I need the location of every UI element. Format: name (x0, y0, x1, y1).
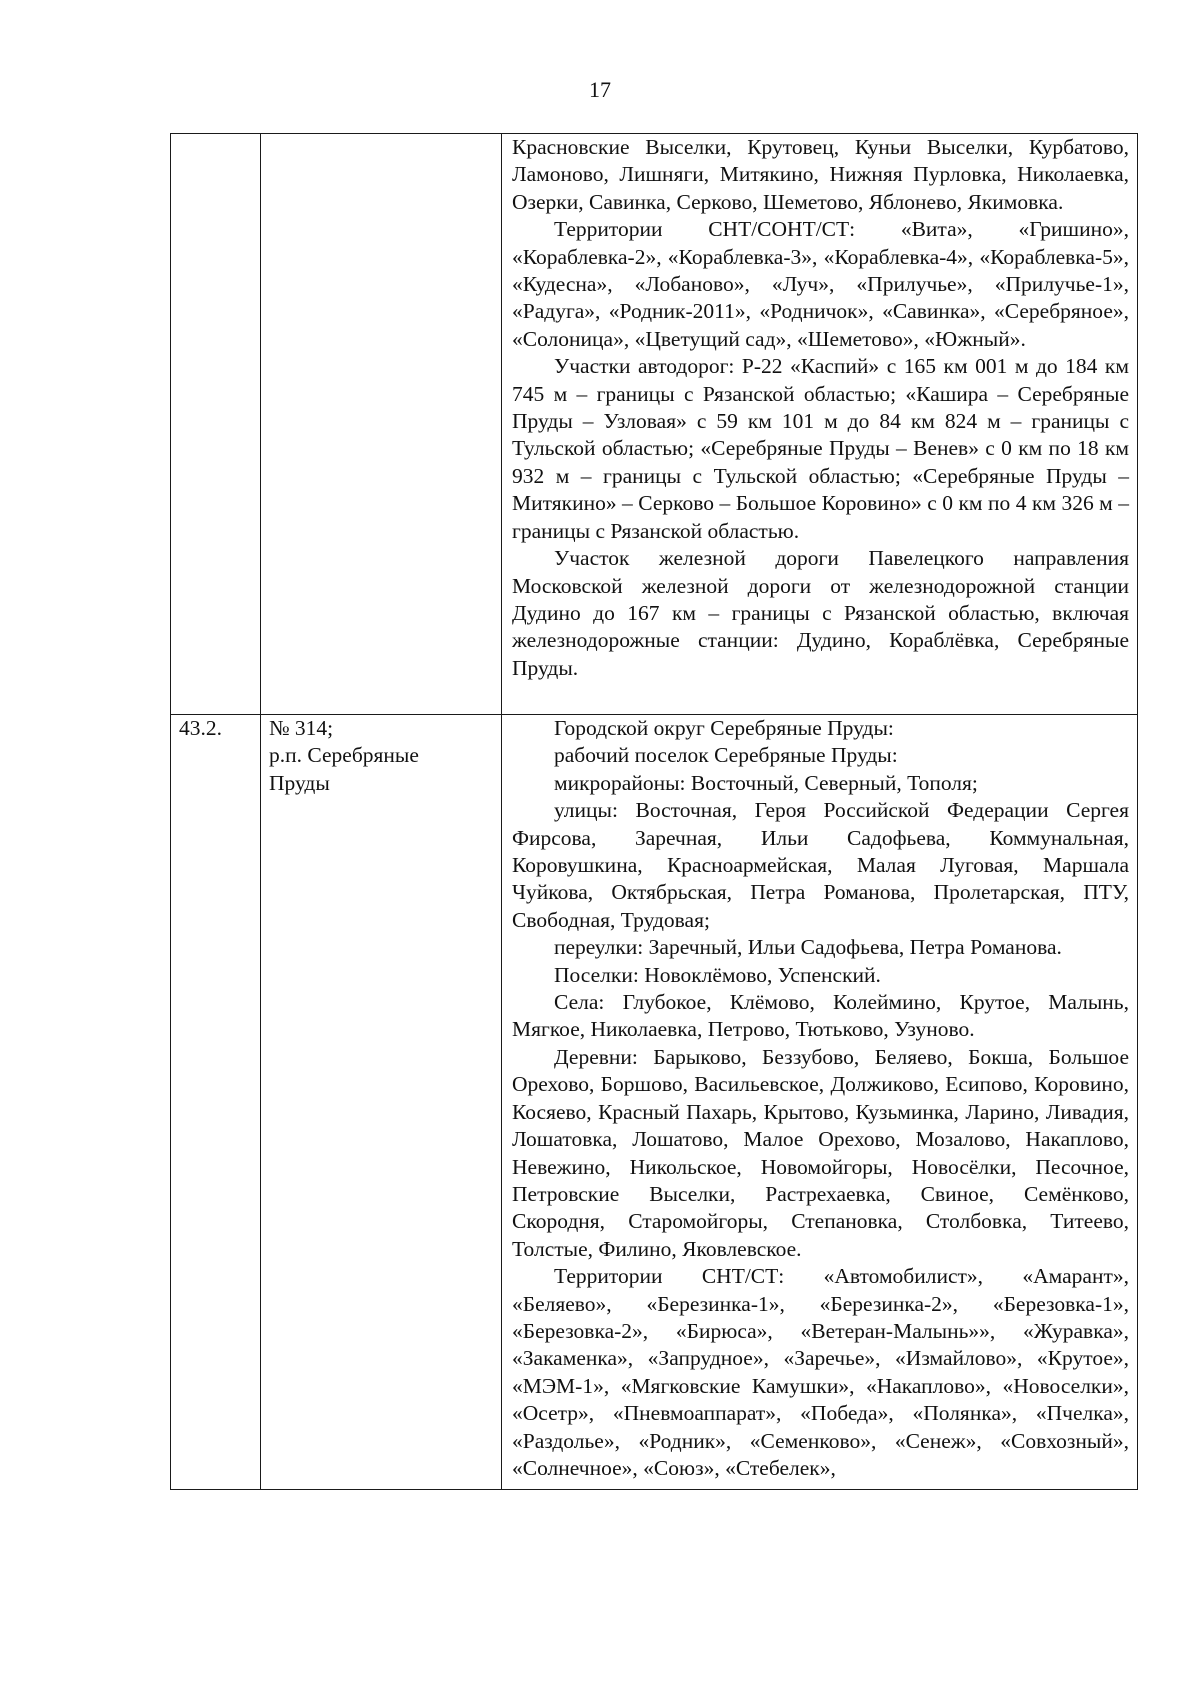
territory-paragraph: Красновские Выселки, Крутовец, Куньи Выселки, Курбатово, Ламоново, Лишняги, Митякино, Нижняя Пурловка, Николаевка, Озерки, Савинка, Серково, Шеметово, Яблонево, Якимовка. (512, 135, 1129, 214)
district-name-line: № 314; (269, 716, 334, 740)
table-row (171, 715, 1138, 1490)
territory-paragraph: Участок железной дороги Павелецкого направления Московской железной дороги от железнодорожной станции Дудино до 167 км – границы с Рязанской областью, включая железнодорожные станции: Дудино, Кораблёвка, Серебряные Пруды. (512, 546, 1129, 680)
territory-paragraph: улицы: Восточная, Героя Российской Федерации Сергея Фирсова, Заречная, Ильи Садофьева, Коммунальная, Коровушкина, Красноармейская, Малая Луговая, Маршала Чуйкова, Октябрьская, Петра Романова, Пролетарская, ПТУ, Свободная, Трудовая; (512, 798, 1129, 932)
territory-paragraph: рабочий поселок Серебряные Пруды: (554, 743, 898, 768)
territory-description-cell (502, 134, 1138, 715)
page-number: 17 (589, 77, 611, 102)
territory-description-cell (502, 715, 1138, 1490)
territory-paragraph: Поселки: Новоклёмово, Успенский. (554, 962, 881, 987)
territory-paragraph: Деревни: Барыково, Беззубово, Беляево, Бокша, Большое Орехово, Боршово, Васильевское, Должиково, Есипово, Коровино, Косяево, Красный Пахарь, Крытово, Кузьминка, Ларино, Ливадия, Лошатовка, Лошатово, Малое Орехово, Мозалово, Накаплово, Невежино, Никольское, Новомойгоры, Новосёлки, Песочное, Петровские Выселки, Растрехаевка, Свиное, Семёнково, Скородня, Старомойгоры, Степановка, Столбовка, Титеево, Толстые, Филино, Яковлевское. (512, 1044, 1129, 1261)
row-number-cell (171, 134, 261, 715)
district-name-line: Пруды (269, 770, 330, 795)
territory-paragraph: Территории СНТ/СТ: «Автомобилист», «Амарант», «Беляево», «Березинка-1», «Березинка-2», «Березовка-1», «Березовка-2», «Бирюса», «Ветеран-Малынь»», «Журавка», «Закаменка», «Запрудное», «Заречье», «Измайлово», «Крутое», «МЭМ-1», «Мягковские Камушки», «Накаплово», «Новоселки», «Осетр», «Пневмоаппарат», «Победа», «Полянка», «Пчелка», «Раздолье», «Родник», «Семенково», «Сенеж», «Совхозный», «Солнечное», «Союз», «Стебелек», (512, 1264, 1129, 1480)
territory-paragraph: переулки: Заречный, Ильи Садофьева, Петра Романова. (554, 935, 1062, 960)
district-name-cell (261, 715, 502, 1490)
table-row (171, 134, 1138, 715)
territory-paragraph: Села: Глубокое, Клёмово, Колеймино, Крутое, Малынь, Мягкое, Николаевка, Петрово, Тютьково, Узуново. (512, 990, 1129, 1042)
district-name-cell (261, 134, 502, 715)
district-name-line: р.п. Серебряные (269, 743, 419, 768)
territory-paragraph: Участки автодорог: Р-22 «Каспий» с 165 км 001 м до 184 км 745 м – границы с Рязанской областью; «Кашира – Серебряные Пруды – Узловая» с 59 км 101 м до 84 км 824 м – границы с Тульской областью; «Серебряные Пруды – Венев» с 0 км по 18 км 932 м – границы с Тульской областью; «Серебряные Пруды – Митякино» – Серково – Большое Коровино» с 0 км по 4 км 326 м – границы с Рязанской областью. (512, 354, 1129, 543)
district-table (170, 133, 1138, 1490)
territory-paragraph: Территории СНТ/СОНТ/СТ: «Вита», «Гришино», «Кораблевка-2», «Кораблевка-3», «Кораблевка-4», «Кораблевка-5», «Кудесна», «Лобаново», «Луч», «Прилучье», «Прилучье-1», «Радуга», «Родник-2011», «Родничок», «Савинка», «Серебряное», «Солоница», «Цветущий сад», «Шеметово», «Южный». (512, 217, 1129, 351)
row-number-cell: 43.2. (171, 715, 261, 1490)
territory-paragraph: микрорайоны: Восточный, Северный, Тополя; (554, 770, 978, 795)
territory-paragraph: Городской округ Серебряные Пруды: (554, 716, 894, 740)
